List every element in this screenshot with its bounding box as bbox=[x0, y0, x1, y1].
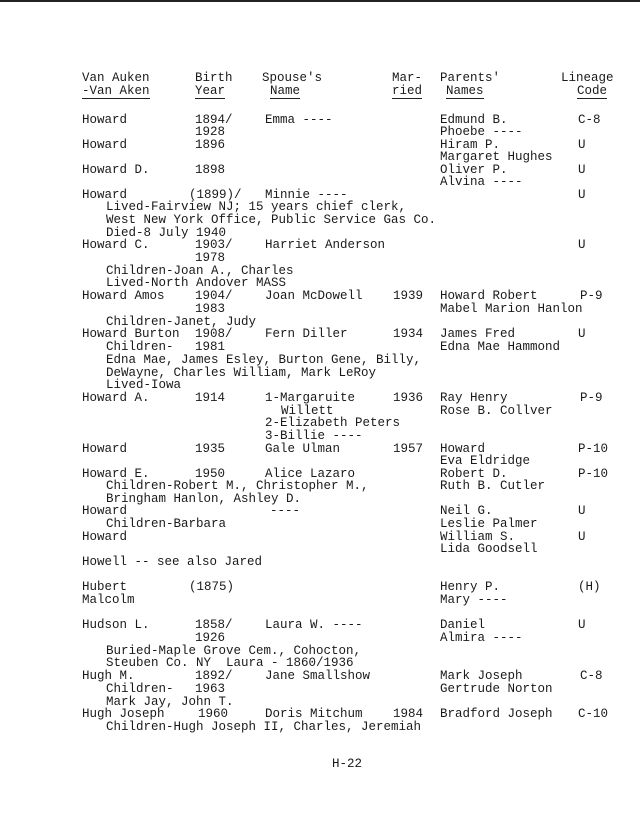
entry-lineage-code: U bbox=[578, 163, 586, 177]
entry-name: Hubert bbox=[82, 580, 128, 594]
entry-note: Lived-Fairview NJ; 15 years chief clerk, bbox=[106, 200, 407, 214]
entry-birth: 1896 bbox=[195, 138, 226, 152]
entry-name: Hudson L. bbox=[82, 618, 150, 632]
entry-birth: 1903/ bbox=[195, 238, 233, 252]
entry-spouse: Joan McDowell bbox=[265, 289, 363, 303]
entry-lineage-code: P-9 bbox=[580, 289, 603, 303]
header-col5-line2: Names bbox=[446, 84, 484, 98]
entry-lineage-code: U bbox=[578, 504, 586, 518]
entry-birth: 1914 bbox=[195, 391, 226, 405]
header-col4-line2: ried bbox=[392, 84, 423, 98]
entry-death: 1981 bbox=[195, 340, 226, 354]
entry-note: Lived-North Andover MASS bbox=[106, 276, 287, 290]
entry-parent-father: Edmund B. bbox=[440, 113, 508, 127]
entry-birth: 1904/ bbox=[195, 289, 233, 303]
entry-parent-mother: Edna Mae Hammond bbox=[440, 340, 561, 354]
entry-lineage-code: U bbox=[578, 530, 586, 544]
entry-spouse: 3-Billie ---- bbox=[265, 429, 363, 443]
entry-married: 1934 bbox=[393, 327, 424, 341]
entry-spouse: Laura W. ---- bbox=[265, 618, 363, 632]
entry-married: 1939 bbox=[393, 289, 424, 303]
entry-lineage-code: U bbox=[578, 188, 586, 202]
entry-spouse: Harriet Anderson bbox=[265, 238, 386, 252]
entry-parent-father: Howard bbox=[440, 442, 486, 456]
entry-spouse: Gale Ulman bbox=[265, 442, 341, 456]
entry-birth: (1875) bbox=[189, 580, 235, 594]
entry-name: Hugh Joseph bbox=[82, 707, 165, 721]
entry-children-label: Children- bbox=[106, 340, 174, 354]
entry-parent-father: Howard Robert bbox=[440, 289, 538, 303]
entry-note: Children-Barbara bbox=[106, 517, 227, 531]
entry-parent-father: Henry P. bbox=[440, 580, 501, 594]
entry-note: Children-Robert M., Christopher M., bbox=[106, 479, 369, 493]
entry-parent-father: Ray Henry bbox=[440, 391, 508, 405]
entry-parent-mother: Rose B. Collver bbox=[440, 404, 553, 418]
entry-birth: 1898 bbox=[195, 163, 226, 177]
entry-spouse: Willett bbox=[281, 404, 334, 418]
entry-death: 1963 bbox=[195, 682, 226, 696]
entry-parent-mother: Mary ---- bbox=[440, 593, 508, 607]
entry-note: West New York Office, Public Service Gas Co. bbox=[106, 213, 437, 227]
header-col6-line1: Lineage bbox=[561, 71, 614, 85]
entry-spouse: Emma ---- bbox=[265, 113, 333, 127]
entry-parent-mother: Alvina ---- bbox=[440, 175, 523, 189]
page-number: H-22 bbox=[332, 757, 363, 771]
entry-spouse: Alice Lazaro bbox=[265, 467, 356, 481]
header-col2-line2: Year bbox=[195, 84, 226, 98]
entry-note: Died-8 July 1940 bbox=[106, 226, 227, 240]
entry-name: Howard bbox=[82, 113, 128, 127]
entry-birth: 1858/ bbox=[195, 618, 233, 632]
entry-parent-mother: Phoebe ---- bbox=[440, 125, 523, 139]
entry-birth: 1894/ bbox=[195, 113, 233, 127]
entry-spouse: 2-Elizabeth Peters bbox=[265, 416, 401, 430]
entry-married: 1984 bbox=[393, 707, 424, 721]
header-col1-line2: -Van Aken bbox=[82, 84, 150, 98]
entry-name: Howard bbox=[82, 442, 128, 456]
entry-name: Howard Burton bbox=[82, 327, 180, 341]
entry-lineage-code: U bbox=[578, 618, 586, 632]
header-col3-line2: Name bbox=[270, 84, 301, 98]
entry-parent-father: Bradford Joseph bbox=[440, 707, 553, 721]
entry-name: Howard Amos bbox=[82, 289, 165, 303]
entry-name: Howell -- see also Jared bbox=[82, 555, 263, 569]
entry-lineage-code: P-9 bbox=[580, 391, 603, 405]
top-rule bbox=[0, 0, 640, 2]
entry-parent-father: Daniel bbox=[440, 618, 486, 632]
header-col2-line1: Birth bbox=[195, 71, 233, 85]
entry-death: 1926 bbox=[195, 631, 226, 645]
entry-parent-father: Oliver P. bbox=[440, 163, 508, 177]
entry-note: Children-Hugh Joseph II, Charles, Jeremiah bbox=[106, 720, 422, 734]
entry-name: Howard A. bbox=[82, 391, 150, 405]
entry-lineage-code: (H) bbox=[578, 580, 601, 594]
entry-married: 1957 bbox=[393, 442, 424, 456]
entry-parent-father: Neil G. bbox=[440, 504, 493, 518]
entry-birth: 1908/ bbox=[195, 327, 233, 341]
entry-parent-father: Hiram P. bbox=[440, 138, 501, 152]
entry-lineage-code: U bbox=[578, 327, 586, 341]
entry-name: Howard C. bbox=[82, 238, 150, 252]
entry-note: Bringham Hanlon, Ashley D. bbox=[106, 492, 302, 506]
entry-name: Howard bbox=[82, 504, 128, 518]
entry-name: Malcolm bbox=[82, 593, 135, 607]
header-col6-line2: Code bbox=[577, 84, 608, 98]
header-col5-line1: Parents' bbox=[440, 71, 501, 85]
entry-parent-father: Robert D. bbox=[440, 467, 508, 481]
entry-birth: 1935 bbox=[195, 442, 226, 456]
entry-spouse: Minnie ---- bbox=[265, 188, 348, 202]
entry-parent-mother: Mabel Marion Hanlon bbox=[440, 302, 583, 316]
entry-lineage-code: P-10 bbox=[578, 442, 609, 456]
entry-birth: 1960 bbox=[198, 707, 229, 721]
entry-parent-mother: Almira ---- bbox=[440, 631, 523, 645]
entry-lineage-code: U bbox=[578, 138, 586, 152]
header-col3-line1: Spouse's bbox=[262, 71, 323, 85]
entry-death: 1928 bbox=[195, 125, 226, 139]
entry-parent-mother: Gertrude Norton bbox=[440, 682, 553, 696]
entry-spouse: Jane Smallshow bbox=[265, 669, 371, 683]
entry-name: Howard bbox=[82, 188, 128, 202]
entry-birth: 1950 bbox=[195, 467, 226, 481]
entry-spouse: Doris Mitchum bbox=[265, 707, 363, 721]
entry-lineage-code: P-10 bbox=[578, 467, 609, 481]
entry-note: Steuben Co. NY Laura - 1860/1936 bbox=[106, 656, 354, 670]
entry-parent-mother: Eva Eldridge bbox=[440, 454, 531, 468]
entry-birth: (1899)/ bbox=[189, 188, 242, 202]
entry-note: Buried-Maple Grove Cem., Cohocton, bbox=[106, 644, 362, 658]
entry-spouse: Fern Diller bbox=[265, 327, 348, 341]
entry-lineage-code: C-8 bbox=[578, 113, 601, 127]
entry-spouse: 1-Margaruite bbox=[265, 391, 356, 405]
entry-note: Mark Jay, John T. bbox=[106, 695, 234, 709]
entry-parent-mother: Leslie Palmer bbox=[440, 517, 538, 531]
entry-parent-mother: Lida Goodsell bbox=[440, 542, 538, 556]
entry-name: Howard bbox=[82, 138, 128, 152]
entry-birth: 1892/ bbox=[195, 669, 233, 683]
entry-note: Lived-Iowa bbox=[106, 378, 182, 392]
entry-married: 1936 bbox=[393, 391, 424, 405]
entry-lineage-code: C-10 bbox=[578, 707, 609, 721]
entry-parent-mother: Ruth B. Cutler bbox=[440, 479, 546, 493]
entry-lineage-code: U bbox=[578, 238, 586, 252]
entry-note: DeWayne, Charles William, Mark LeRoy bbox=[106, 366, 377, 380]
entry-note: Children-Janet, Judy bbox=[106, 315, 257, 329]
entry-parent-father: Mark Joseph bbox=[440, 669, 523, 683]
entry-name: Howard E. bbox=[82, 467, 150, 481]
header-col4-line1: Mar- bbox=[392, 71, 423, 85]
entry-death: 1978 bbox=[195, 251, 226, 265]
entry-spouse: ---- bbox=[270, 504, 301, 518]
entry-name: Howard bbox=[82, 530, 128, 544]
entry-children-label: Children- bbox=[106, 682, 174, 696]
header-col1-line1: Van Auken bbox=[82, 71, 150, 85]
entry-lineage-code: C-8 bbox=[580, 669, 603, 683]
entry-parent-father: James Fred bbox=[440, 327, 516, 341]
entry-note: Edna Mae, James Esley, Burton Gene, Billy, bbox=[106, 353, 422, 367]
entry-death: 1983 bbox=[195, 302, 226, 316]
entry-parent-mother: Margaret Hughes bbox=[440, 150, 553, 164]
entry-name: Howard D. bbox=[82, 163, 150, 177]
entry-parent-father: William S. bbox=[440, 530, 516, 544]
entry-name: Hugh M. bbox=[82, 669, 135, 683]
entry-note: Children-Joan A., Charles bbox=[106, 264, 294, 278]
